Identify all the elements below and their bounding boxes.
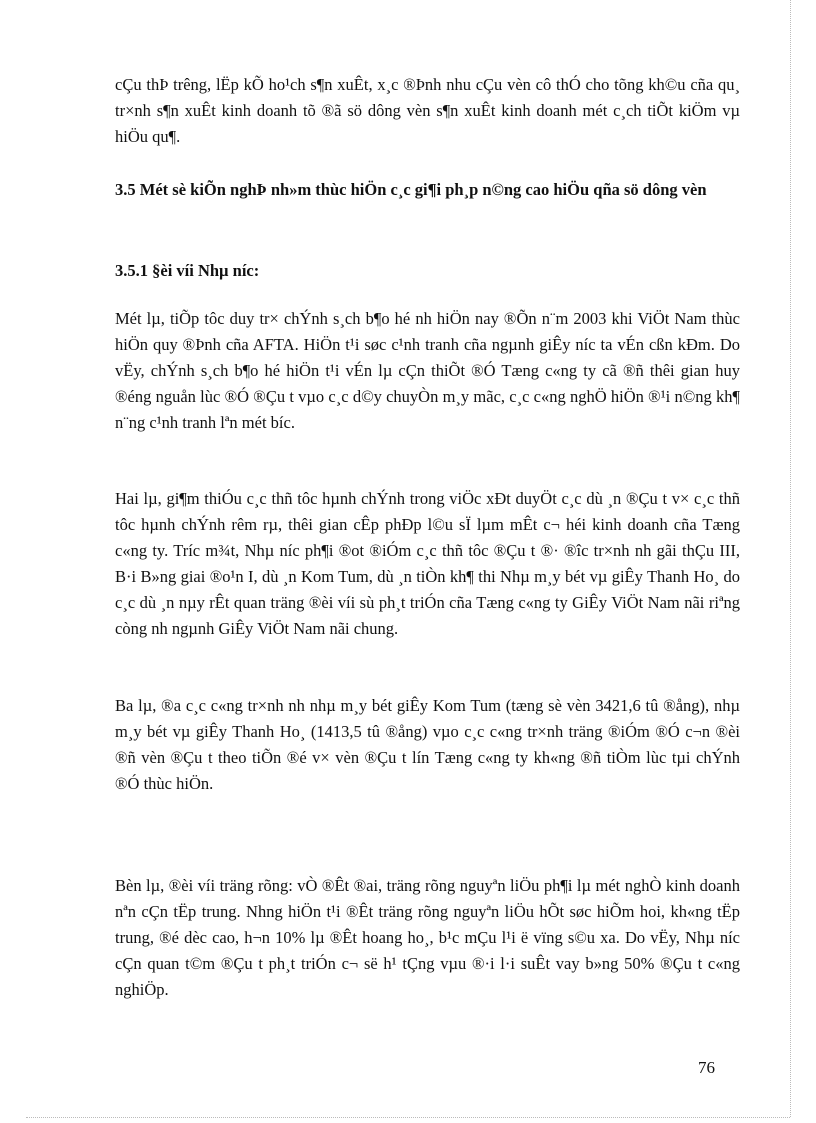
paragraph-intro: cÇu thÞ trêng, lËp kÕ ho¹ch s¶n xuÊt, x¸c ®Þnh nhu cÇu vèn cô thÓ cho tõng kh©u cña qu¸ tr×nh s¶n xuÊt kinh doanh tõ ®ã sö dông vèn s¶n xuÊt kinh doanh mét c¸ch tiÕt kiÖm vµ hiÖu qu¶. bbox=[115, 75, 740, 146]
paragraph-three: Ba lµ, ®a c¸c c«ng tr×nh nh nhµ m¸y bét giÊy Kom Tum (tæng sè vèn 3421,6 tû ®ång), nhµ m¸y bét vµ giÊy Thanh Ho¸ (1413,5 tû ®ång) vµo c¸c c«ng tr×nh träng ®iÓm ®Ó c¬n ®èi ®ñ vèn ®Çu t theo tiÕn ®é v× vèn ®Çu t lín Tæng c«ng ty kh«ng ®ñ tiÒm lùc tµi chÝnh ®Ó thùc hiÖn. bbox=[115, 696, 740, 793]
page-bottom-border bbox=[26, 1117, 790, 1118]
paragraph-four: Bèn lµ, ®èi víi träng rõng: vÒ ®Êt ®ai, träng rõng nguyªn liÖu ph¶i lµ mét nghÒ kinh doanh nªn cÇn tËp trung. Nhng hiÖn t¹i ®Êt träng rõng nguyªn liÖu hÕt søc hiÕm hoi, kh«ng tËp trung, ®é dèc cao, h¬n 10% lµ ®Êt hoang ho¸, b¹c mÇu l¹i ë vïng s©u xa. Do vËy, Nhµ níc cÇn quan t©m ®Çu t ph¸t triÓn c¬ së h¹ tÇng vµu ®·i l·i suÊt vay b»ng 50% ®Çu t c«ng nghiÖp. bbox=[115, 876, 740, 999]
page-number: 76 bbox=[698, 1058, 715, 1077]
page-right-border bbox=[790, 0, 791, 1117]
paragraph-two: Hai lµ, gi¶m thiÓu c¸c thñ tôc hµnh chÝnh trong viÖc xÐt duyÖt c¸c dù ¸n ®Çu t v× c¸c thñ tôc hµnh chÝnh rêm rµ, thêi gian cÊp phÐp l©u sÏ lµm mÊt c¬ héi kinh doanh cña Tæng c«ng ty. Tríc m¾t, Nhµ níc ph¶i ®ot ®iÓm c¸c thñ tôc ®Çu t ®· ®îc tr×nh nh gãi thÇu III, B·i B»ng giai ®o¹n I, dù ¸n Kom Tum, dù ¸n tiÒn kh¶ thi Nhµ m¸y bét vµ giÊy Thanh Ho¸ do c¸c dù ¸n nµy rÊt quan träng ®èi víi sù ph¸t triÓn cña Tæng c«ng ty GiÊy ViÖt Nam nãi riªng còng nh ngµnh GiÊy ViÖt Nam nãi chung. bbox=[115, 489, 740, 638]
paragraph-one: Mét lµ, tiÕp tôc duy tr× chÝnh s¸ch b¶o hé nh hiÖn nay ®Õn n¨m 2003 khi ViÖt Nam thùc hiÖn quy ®Þnh cña AFTA. HiÖn t¹i søc c¹nh tranh cña ngµnh giÊy níc ta vÉn cßn kÐm. Do vËy, chÝnh s¸ch b¶o hé hiÖn t¹i vÉn lµ cÇn thiÕt ®Ó Tæng c«ng ty cã ®ñ thêi gian huy ®éng nguån lùc ®Ó ®Çu t vµo c¸c d©y chuyÒn m¸y mãc, c¸c c«ng nghÖ hiÖn ®¹i n©ng kh¶ n¨ng c¹nh tranh lªn mét bíc. bbox=[115, 309, 740, 432]
section-heading: 3.5 Mét sè kiÕn nghÞ nh»m thùc hiÖn c¸c gi¶i ph¸p n©ng cao hiÖu qña sö dông vèn bbox=[115, 180, 707, 199]
subsection-heading: 3.5.1 §èi víi Nhµ níc: bbox=[115, 261, 260, 280]
